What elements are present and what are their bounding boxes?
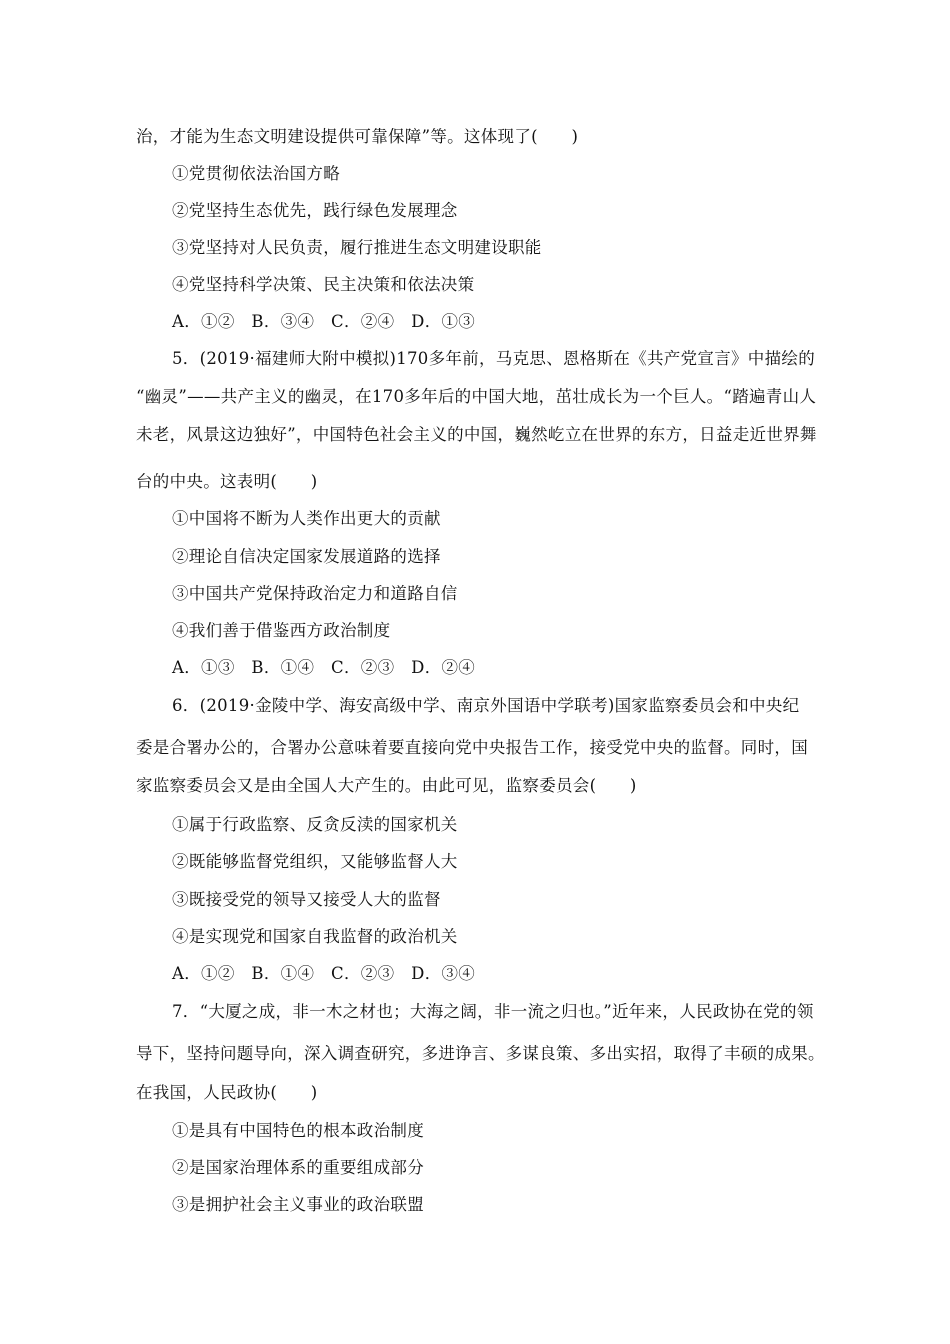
option-line: ①中国将不断为人类作出更大的贡献: [172, 509, 441, 528]
text-line: 导下，坚持问题导向，深入调查研究，多进诤言、多谋良策、多出实招，取得了丰硕的成果。: [136, 1044, 825, 1063]
answer-choices: A．①③ B．①④ C．②③ D．②④: [172, 658, 476, 677]
text-line: 家监察委员会又是由全国人大产生的。由此可见，监察委员会( ): [136, 776, 637, 795]
question-7-start: 7．“大厦之成，非一木之材也；大海之阔，非一流之归也。”近年来，人民政协在党的领: [172, 1002, 814, 1021]
option-line: ④我们善于借鉴西方政治制度: [172, 621, 391, 640]
option-line: ③是拥护社会主义事业的政治联盟: [172, 1195, 424, 1214]
option-line: ②理论自信决定国家发展道路的选择: [172, 547, 441, 566]
option-line: ③中国共产党保持政治定力和道路自信: [172, 584, 458, 603]
text-line: 未老，风景这边独好”，中国特色社会主义的中国，巍然屹立在世界的东方，日益走近世界舞: [136, 425, 817, 444]
option-line: ②是国家治理体系的重要组成部分: [172, 1158, 424, 1177]
option-line: ④是实现党和国家自我监督的政治机关: [172, 927, 458, 946]
option-line: ②既能够监督党组织，又能够监督人大: [172, 852, 458, 871]
text-line: 治，才能为生态文明建设提供可靠保障”等。这体现了( ): [136, 127, 579, 146]
question-5-start: 5．(2019·福建师大附中模拟)170多年前，马克思、恩格斯在《共产党宣言》中描绘的: [172, 349, 816, 368]
option-line: ④党坚持科学决策、民主决策和依法决策: [172, 275, 475, 294]
option-line: ①党贯彻依法治国方略: [172, 164, 340, 183]
answer-choices: A．①② B．③④ C．②④ D．①③: [172, 312, 476, 331]
answer-choices: A．①② B．①④ C．②③ D．③④: [172, 964, 476, 983]
option-line: ①是具有中国特色的根本政治制度: [172, 1121, 424, 1140]
text-line: “幽灵”——共产主义的幽灵，在170多年后的中国大地，茁壮成长为一个巨人。“踏遍青山人: [136, 387, 817, 406]
text-line: 台的中央。这表明( ): [136, 472, 318, 491]
text-line: 在我国，人民政协( ): [136, 1083, 318, 1102]
option-line: ②党坚持生态优先，践行绿色发展理念: [172, 201, 458, 220]
question-6-start: 6．(2019·金陵中学、海安高级中学、南京外国语中学联考)国家监察委员会和中央纪: [172, 696, 800, 715]
option-line: ③党坚持对人民负责，履行推进生态文明建设职能: [172, 238, 542, 257]
option-line: ③既接受党的领导又接受人大的监督: [172, 890, 441, 909]
option-line: ①属于行政监察、反贪反渎的国家机关: [172, 815, 458, 834]
text-line: 委是合署办公的，合署办公意味着要直接向党中央报告工作，接受党中央的监督。同时，国: [136, 738, 808, 757]
